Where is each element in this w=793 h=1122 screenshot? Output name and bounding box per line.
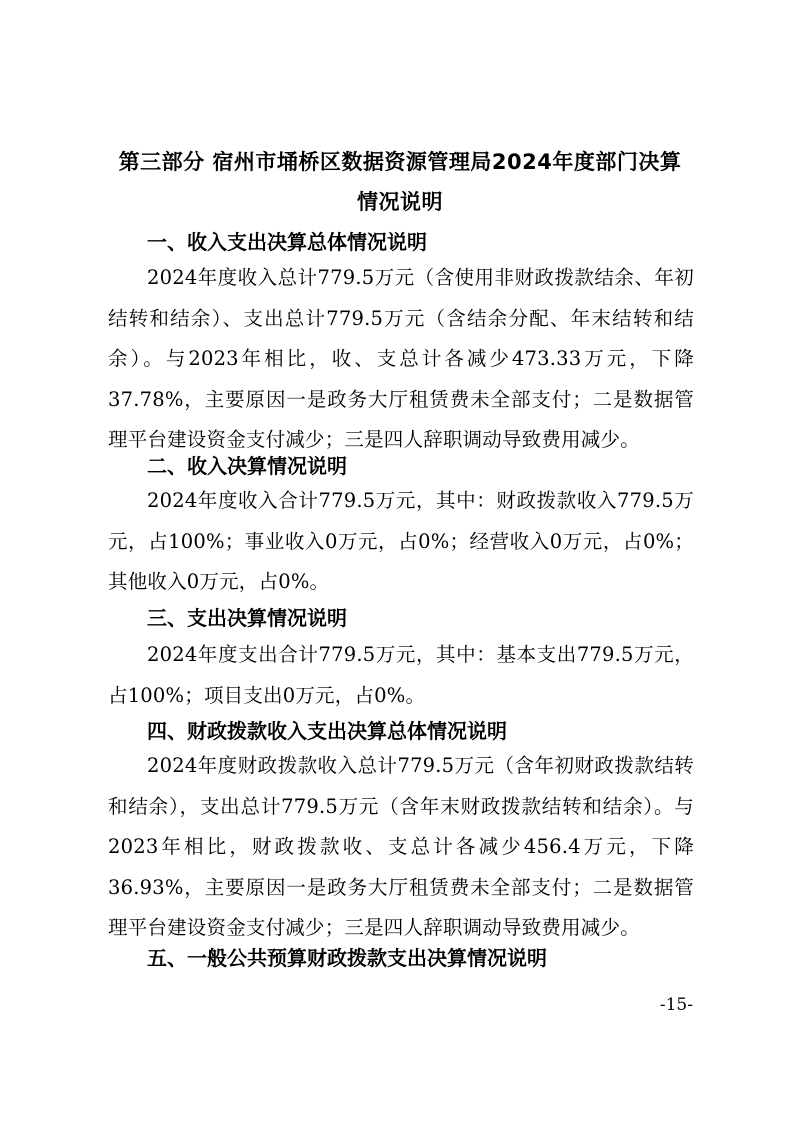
page-title-line-2: 情况说明 (357, 190, 443, 214)
section-4-body: 2024年度财政拨款收入总计779.5万元（含年初财政拨款结转和结余），支出总计779.5万元（含年末财政拨款结转和结余）。与2023年相比，财政拨款收、支总计各减少456.4万元，下降36.93%，主要原因一是政务大厅租赁费未全部支付；二是数据管理平台建设资金支付减少；三是四人辞职调动导致费用减少。 (108, 754, 694, 940)
section-4-heading: 四、财政拨款收入支出决算总体情况说明 (147, 719, 507, 743)
section-1-body: 2024年度收入总计779.5万元（含使用非财政拨款结余、年初结转和结余）、支出总计779.5万元（含结余分配、年末结转和结余）。与2023年相比，收、支总计各减少473.33万元，下降37.78%，主要原因一是政务大厅租赁费未全部支付；二是数据管理平台建设资金支付减少；三是四人辞职调动导致费用减少。 (108, 266, 694, 452)
section-5-heading: 五、一般公共预算财政拨款支出决算情况说明 (147, 946, 547, 970)
section-2-heading: 二、收入决算情况说明 (147, 454, 347, 478)
page-number: -15- (659, 995, 693, 1015)
section-2-body: 2024年度收入合计779.5万元，其中：财政拨款收入779.5万元，占100%；事业收入0万元，占0%；经营收入0万元，占0%；其他收入0万元，占0%。 (108, 489, 694, 594)
section-3-heading: 三、支出决算情况说明 (147, 606, 347, 630)
section-3-body: 2024年度支出合计779.5万元，其中：基本支出779.5万元，占100%；项目支出0万元，占0%。 (108, 643, 694, 707)
page-title-line-1: 第三部分 宿州市埇桥区数据资源管理局2024年度部门决算 (118, 150, 682, 174)
section-1-heading: 一、收入支出决算总体情况说明 (147, 230, 427, 254)
